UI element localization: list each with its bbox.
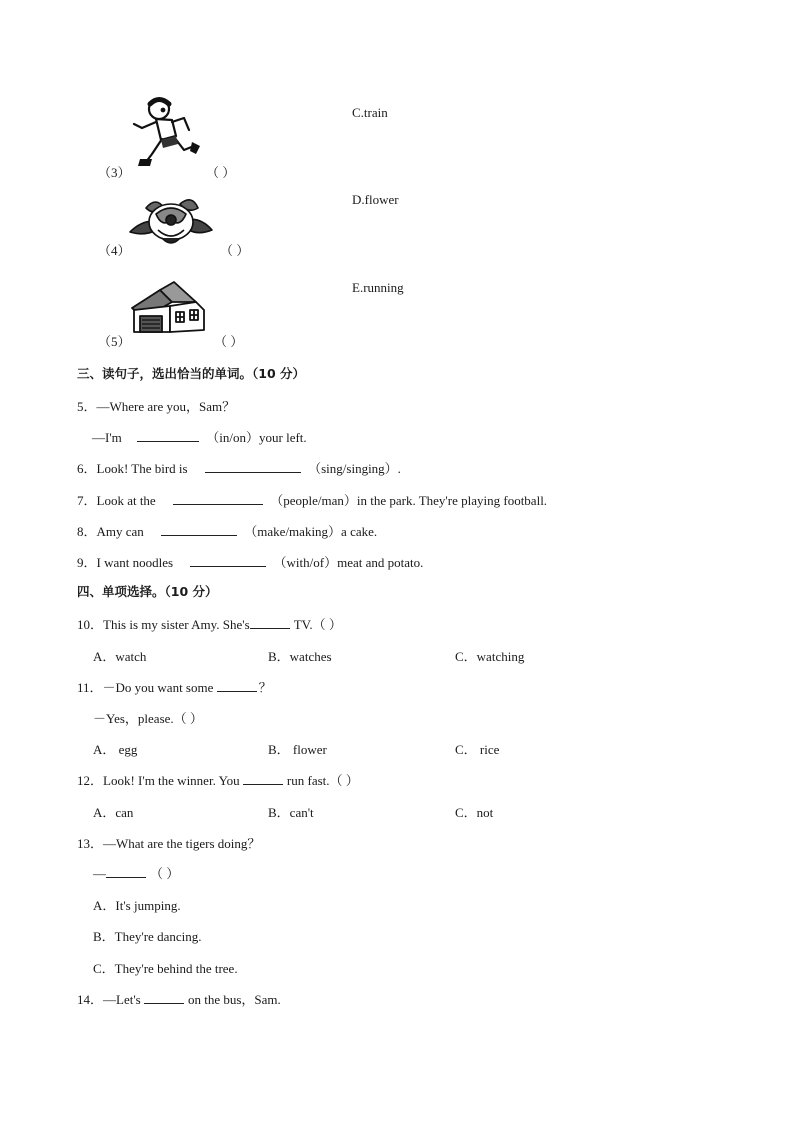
q10 <box>77 614 342 633</box>
q12-option-c[interactable]: C．not <box>455 805 494 820</box>
q11-option-a[interactable]: A． egg <box>93 742 138 757</box>
q8-blank[interactable] <box>161 523 237 536</box>
q13-dash: — <box>93 866 106 881</box>
q8 <box>77 521 377 540</box>
q12-suffix: run fast.（ ） <box>286 773 359 788</box>
q7 <box>77 490 547 509</box>
q11-prefix: 11．－Do you want some <box>77 680 214 695</box>
q5-line2 <box>92 427 307 446</box>
q14-blank[interactable] <box>144 991 184 1004</box>
q9-options: （with/of）meat and potato. <box>273 555 424 570</box>
q7-prefix: 7．Look at the <box>77 493 156 508</box>
q10-option-c[interactable]: C．watching <box>455 649 525 664</box>
q10-blank[interactable] <box>250 616 290 629</box>
q12-blank[interactable] <box>243 772 283 785</box>
option-c: C.train <box>352 105 388 120</box>
q5-line1: 5．—Where are you，Sam？ <box>77 399 236 414</box>
q6 <box>77 458 401 477</box>
option-d: D.flower <box>352 192 399 207</box>
section-3-title: 三、读句子，选出恰当的单词。（10 分） <box>77 366 305 381</box>
q11 <box>77 677 272 696</box>
item-5-answer-paren[interactable]: （ ） <box>214 334 244 349</box>
q6-blank[interactable] <box>205 460 301 473</box>
q9-blank[interactable] <box>190 554 266 567</box>
q9 <box>77 552 423 571</box>
item-4-number: （4） <box>98 243 131 258</box>
q8-prefix: 8．Amy can <box>77 524 144 539</box>
q5-prefix: —I'm <box>92 430 122 445</box>
q12-prefix: 12．Look! I'm the winner. You <box>77 773 240 788</box>
q13: 13．—What are the tigers doing？ <box>77 836 261 851</box>
q8-options: （make/making）a cake. <box>244 524 378 539</box>
q11-blank[interactable] <box>217 679 257 692</box>
item-3-answer-paren[interactable]: （ ） <box>206 165 236 180</box>
item-5-number: （5） <box>98 334 131 349</box>
item-4-answer-paren[interactable]: （ ） <box>220 243 250 258</box>
section-4-title: 四、单项选择。（10 分） <box>77 584 218 599</box>
q13-option-a[interactable]: A．It's jumping. <box>93 898 181 913</box>
q7-options: （people/man）in the park. They're playing football. <box>270 493 548 508</box>
q10-option-b[interactable]: B．watches <box>268 649 332 664</box>
q5-blank[interactable] <box>137 429 199 442</box>
q11-line2: －Yes，please.（ ） <box>93 711 203 726</box>
q13-line2 <box>93 863 179 882</box>
q14-prefix: 14．—Let's <box>77 992 141 1007</box>
q6-prefix: 6．Look! The bird is <box>77 461 188 476</box>
q7-blank[interactable] <box>173 492 263 505</box>
q10-option-a[interactable]: A．watch <box>93 649 147 664</box>
q13-blank[interactable] <box>106 865 146 878</box>
q13-option-c[interactable]: C．They're behind the tree. <box>93 961 238 976</box>
q12 <box>77 770 359 789</box>
flower-image <box>128 194 214 250</box>
item-3-number: （3） <box>98 165 131 180</box>
q11-option-c[interactable]: C． rice <box>455 742 500 757</box>
q11-suffix: ？ <box>258 680 272 695</box>
q13-paren: （ ） <box>150 866 180 881</box>
q11-option-b[interactable]: B． flower <box>268 742 327 757</box>
q10-suffix: TV.（ ） <box>293 617 342 632</box>
q12-option-b[interactable]: B．can't <box>268 805 314 820</box>
q14 <box>77 989 281 1008</box>
q5-options: （in/on）your left. <box>206 430 307 445</box>
q6-options: （sing/singing）. <box>308 461 401 476</box>
q12-option-a[interactable]: A．can <box>93 805 134 820</box>
q9-prefix: 9．I want noodles <box>77 555 174 570</box>
q13-option-b[interactable]: B．They're dancing. <box>93 929 202 944</box>
running-boy-image <box>128 96 206 174</box>
house-image <box>130 280 210 336</box>
option-e: E.running <box>352 280 404 295</box>
q14-suffix: on the bus，Sam. <box>187 992 281 1007</box>
q10-prefix: 10．This is my sister Amy. She's <box>77 617 250 632</box>
